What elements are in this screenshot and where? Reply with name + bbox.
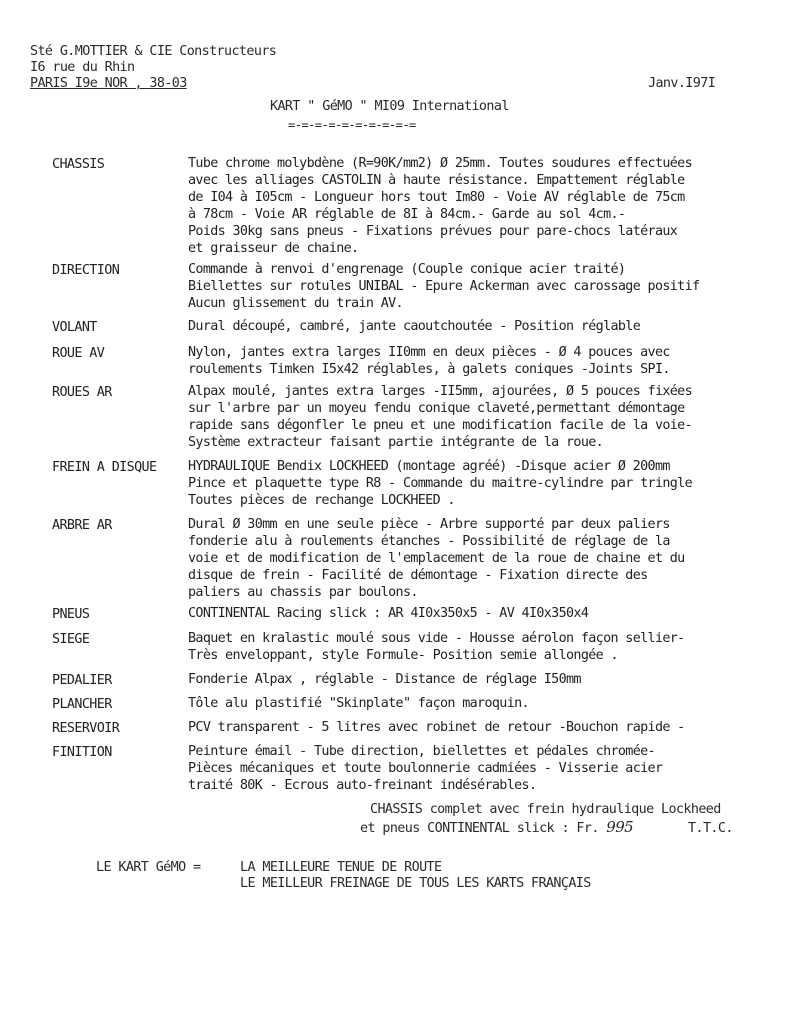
spec-line: Tube chrome molybdène (R=90K/mm2) Ø 25mm. Toutes soudures effectuées bbox=[188, 156, 693, 171]
spec-line: traité 80K - Ecrous auto-freinant indésérables. bbox=[188, 778, 537, 793]
spec-label-roues-ar: ROUES AR bbox=[52, 385, 112, 400]
sender-block bbox=[30, 44, 276, 92]
spec-line: roulements Timken I5x42 réglables, à galets coniques -Joints SPI. bbox=[188, 362, 670, 377]
spec-body-pneus bbox=[188, 605, 588, 622]
spec-line: Peinture émail - Tube direction, biellettes et pédales chromée- bbox=[188, 744, 655, 759]
spec-label-frein: FREIN A DISQUE bbox=[52, 460, 157, 475]
spec-line: avec les alliages CASTOLIN à haute résistance. Empattement réglable bbox=[188, 173, 685, 188]
spec-line: Toutes pièces de rechange LOCKHEED . bbox=[188, 493, 455, 508]
spec-body-roues-ar bbox=[188, 383, 692, 451]
spec-body-frein bbox=[188, 458, 692, 509]
spec-label-arbre-ar: ARBRE AR bbox=[52, 518, 112, 533]
spec-label-pneus: PNEUS bbox=[52, 607, 90, 622]
spec-line: Poids 30kg sans pneus - Fixations prévues pour pare-chocs latéraux bbox=[188, 224, 678, 239]
spec-body-pedalier bbox=[188, 671, 581, 688]
spec-line: à 78cm - Voie AR réglable de 8I à 84cm.- Garde au sol 4cm.- bbox=[188, 207, 626, 222]
spec-line: Biellettes sur rotules UNIBAL - Epure Ackerman avec carossage positif bbox=[188, 279, 700, 294]
slogan-lines bbox=[240, 860, 591, 892]
spec-body-finition bbox=[188, 743, 662, 794]
spec-line: Pièces mécaniques et toute boulonnerie cadmiées - Visserie acier bbox=[188, 761, 663, 776]
spec-line: et graisseur de chaine. bbox=[188, 241, 359, 256]
price-line bbox=[360, 820, 733, 836]
spec-label-volant: VOLANT bbox=[52, 320, 97, 335]
title-rule: =-=-=-=-=-=-=-=-=-= bbox=[288, 118, 416, 132]
spec-line: fonderie alu à roulements étanches - Possibilité de réglage de la bbox=[188, 534, 670, 549]
spec-line: paliers au chassis par boulons. bbox=[188, 585, 418, 600]
spec-body-direction bbox=[188, 261, 699, 312]
spec-line: CONTINENTAL Racing slick : AR 4I0x350x5 - AV 4I0x350x4 bbox=[188, 606, 589, 621]
spec-label-chassis: CHASSIS bbox=[52, 157, 105, 172]
spec-line: rapide sans dégonfler le pneu et une modification facile de la voie- bbox=[188, 418, 693, 433]
spec-line: sur l'arbre par un moyeu fendu conique claveté,permettant démontage bbox=[188, 401, 685, 416]
spec-line: voie et de modification de l'emplacement de la roue de chaine et du bbox=[188, 551, 685, 566]
spec-label-pedalier: PEDALIER bbox=[52, 673, 112, 688]
spec-line: Baquet en kralastic moulé sous vide - Housse aérolon façon sellier- bbox=[188, 631, 685, 646]
spec-line: HYDRAULIQUE Bendix LOCKHEED (montage agréé) -Disque acier Ø 200mm bbox=[188, 459, 670, 474]
slogan-lead: LE KART GéMO = bbox=[96, 860, 201, 875]
spec-line: Alpax moulé, jantes extra larges -II5mm, ajourées, Ø 5 pouces fixées bbox=[188, 384, 693, 399]
spec-line: de I04 à I05cm - Longueur hors tout Im80 - Voie AV réglable de 75cm bbox=[188, 190, 685, 205]
spec-line: Très enveloppant, style Formule- Position semie allongée . bbox=[188, 648, 618, 663]
price-amount: 995 bbox=[606, 818, 634, 836]
spec-line: Système extracteur faisant partie intégrante de la roue. bbox=[188, 435, 604, 450]
spec-body-siege bbox=[188, 630, 685, 664]
spec-line: Commande à renvoi d'engrenage (Couple conique acier traité) bbox=[188, 262, 626, 277]
spec-line: disque de frein - Facilité de démontage - Fixation directe des bbox=[188, 568, 648, 583]
spec-body-chassis bbox=[188, 155, 692, 257]
sender-street: I6 rue du Rhin bbox=[30, 60, 135, 75]
spec-label-direction: DIRECTION bbox=[52, 263, 120, 278]
price-tax: T.T.C. bbox=[688, 821, 733, 836]
spec-label-siege: SIEGE bbox=[52, 632, 90, 647]
slogan-line: LE MEILLEUR FREINAGE DE TOUS LES KARTS FRANÇAIS bbox=[240, 876, 591, 891]
spec-line: PCV transparent - 5 litres avec robinet de retour -Bouchon rapide - bbox=[188, 720, 685, 735]
spec-label-plancher: PLANCHER bbox=[52, 697, 112, 712]
document-date: Janv.I97I bbox=[648, 76, 716, 91]
spec-label-roue-av: ROUE AV bbox=[52, 346, 105, 361]
sender-city-phone: PARIS I9e NOR , 38-03 bbox=[30, 76, 187, 91]
spec-label-finition: FINITION bbox=[52, 745, 112, 760]
document-title: KART " GéMO " MI09 International bbox=[270, 99, 509, 114]
spec-line: Tôle alu plastifié "Skinplate" façon maroquin. bbox=[188, 696, 529, 711]
spec-label-reservoir: RESERVOIR bbox=[52, 721, 120, 736]
slogan-line: LA MEILLEURE TENUE DE ROUTE bbox=[240, 860, 442, 875]
spec-body-volant bbox=[188, 318, 640, 335]
sender-company: Sté G.MOTTIER & CIE Constructeurs bbox=[30, 44, 277, 59]
spec-line: Fonderie Alpax , réglable - Distance de réglage I50mm bbox=[188, 672, 581, 687]
spec-line: Pince et plaquette type R8 - Commande du maitre-cylindre par tringle bbox=[188, 476, 693, 491]
spec-line: Aucun glissement du train AV. bbox=[188, 296, 403, 311]
spec-body-roue-av bbox=[188, 344, 670, 378]
spec-body-reservoir bbox=[188, 719, 685, 736]
spec-body-arbre-ar bbox=[188, 516, 685, 601]
spec-line: Dural découpé, cambré, jante caoutchoutée - Position réglable bbox=[188, 319, 641, 334]
price-description: CHASSIS complet avec frein hydraulique Lockheed bbox=[370, 802, 721, 817]
spec-line: Nylon, jantes extra larges II0mm en deux pièces - Ø 4 pouces avec bbox=[188, 345, 670, 360]
spec-line: Dural Ø 30mm en une seule pièce - Arbre supporté par deux paliers bbox=[188, 517, 670, 532]
spec-body-plancher bbox=[188, 695, 529, 712]
price-prefix: et pneus CONTINENTAL slick : Fr. bbox=[360, 821, 599, 836]
